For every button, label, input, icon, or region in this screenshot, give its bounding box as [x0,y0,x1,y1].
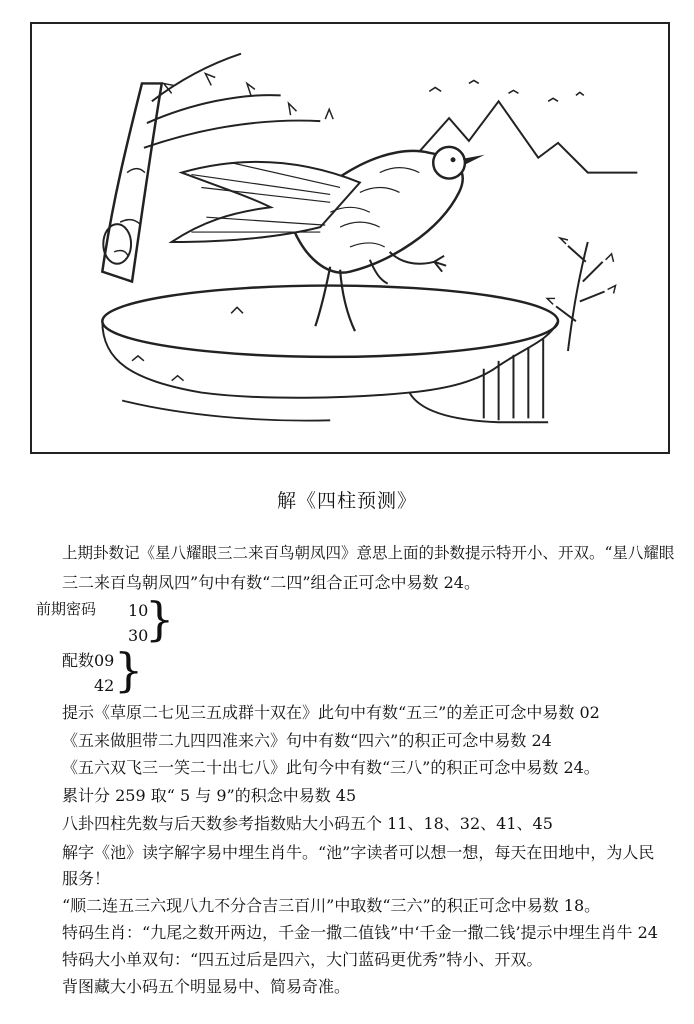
hint-line: 特码生肖：“九尾之数开两边，千金一撒二值钱”中‘千金一撒二钱’提示中埋生肖牛 24 [62,923,658,942]
brace-icon: } [145,592,175,646]
hint-line: 累计分 259 取“ 5 与 9”的积念中易数 45 [62,786,357,805]
hint-line: 《五六双飞三一笑二十出七八》此句今中有数“三八”的积正可念中易数 24。 [62,758,600,777]
paragraph-line: 上期卦数记《星八耀眼三二来百鸟朝凤四》意思上面的卦数提示特开小、开双。“星八耀眼 [62,544,675,562]
hint-line: 特码大小单双句：“四五过后是四六，大门蓝码更优秀”特小、开双。 [62,950,543,969]
previous-code-number: 10 [128,601,149,620]
hint-line: 《五来做胆带二九四四准来六》句中有数“四六”的积正可念中易数 24 [62,731,552,750]
pairing-number: 09 [94,651,115,670]
hint-line: 背图藏大小码五个明显易中、简易奇准。 [62,977,351,996]
pairing-label: 配数 [62,651,95,670]
hint-line: 解字《池》读字解字易中埋生肖牛。“池”字读者可以想一想，每天在田地中，为人民 [62,843,655,862]
hint-line: “顺二连五三六现八九不分合吉三百川”中取数“三六”的积正可念中易数 18。 [62,896,601,915]
illustration-frame [30,22,670,454]
bird-landing-on-rock-icon [32,24,668,452]
paragraph-line: 三二来百鸟朝凤四”句中有数“二四”组合正可念中易数 24。 [62,573,480,592]
hint-line: 服务！ [62,869,111,888]
article-title: 解《四柱预测》 [276,490,417,512]
pairing-number: 42 [94,676,115,695]
previous-code-label: 前期密码 [36,600,97,618]
previous-code-number: 30 [128,626,149,645]
brace-icon: } [114,643,144,697]
hint-line: 八卦四柱先数与后天数参考指数贴大小码五个 11、18、32、41、45 [62,814,553,833]
hint-line: 提示《草原二七见三五成群十双在》此句中有数“五三”的差正可念中易数 02 [62,703,600,722]
